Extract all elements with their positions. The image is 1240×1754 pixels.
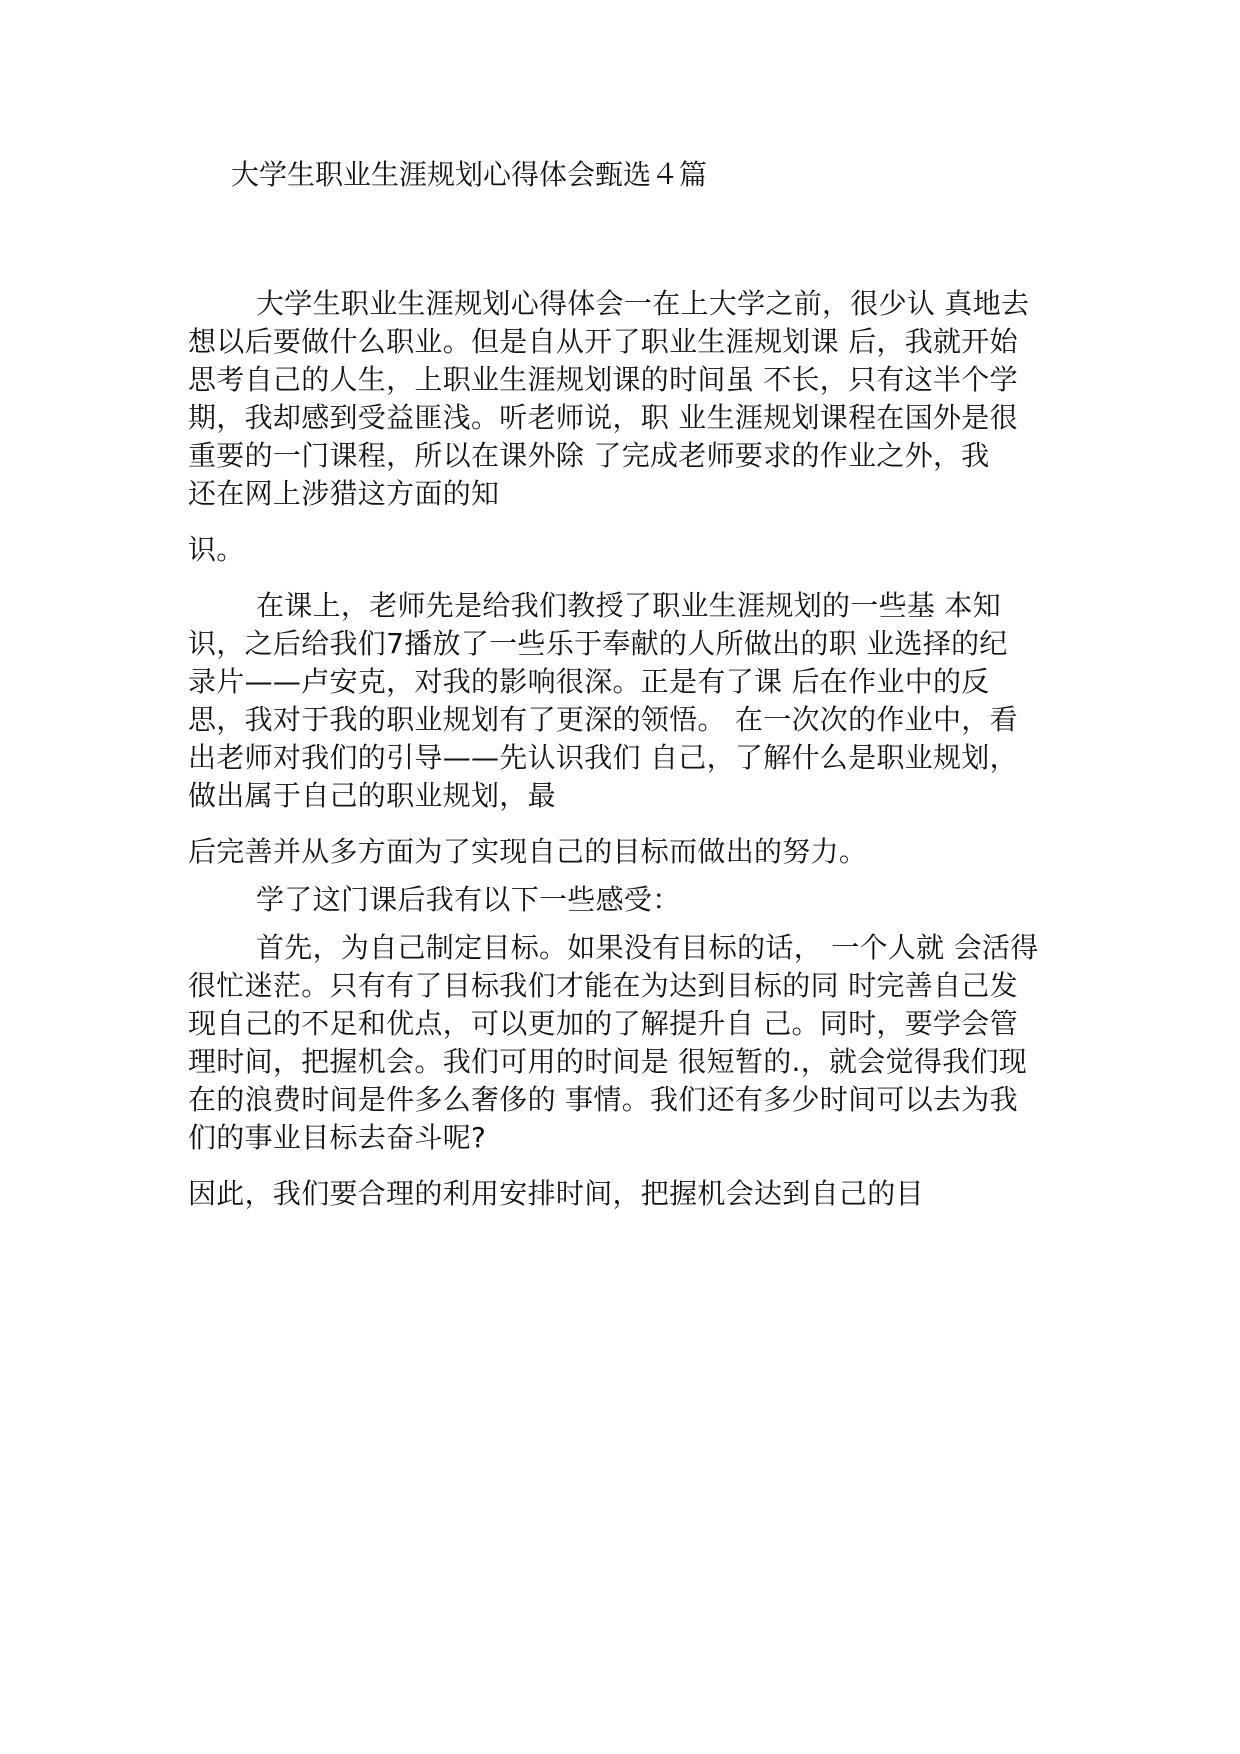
paragraph-4-line-5: 在的浪费时间是件多么奢侈的 事情。我们还有多少时间可以去为我 [188, 1083, 1018, 1116]
paragraph-2-line-7: 后完善并从多方面为了实现自己的目标而做出的努力。 [188, 835, 868, 868]
paragraph-2-line-1: 在课上，老师先是给我们教授了职业生涯规划的一些基 本知 [256, 589, 1002, 622]
paragraph-1-line-4: 期，我却感到受益匪浅。听老师说，职 业生涯规划课程在国外是很 [188, 401, 1018, 434]
paragraph-2-line-3: 录片——卢安克，对我的影响很深。正是有了课 后在作业中的反 [188, 665, 990, 698]
paragraph-1-line-1: 大学生职业生涯规划心得体会一在上大学之前，很少认 真地去 [256, 287, 1030, 320]
paragraph-3-line-1: 学了这门课后我有以下一些感受： [256, 883, 681, 916]
paragraph-2-line-6: 做出属于自己的职业规划，最 [188, 779, 556, 812]
paragraph-5-line-1: 因此，我们要合理的利用安排时间，把握机会达到自己的目 [188, 1177, 924, 1210]
paragraph-1-line-3: 思考自己的人生，上职业生涯规划课的时间虽 不长，只有这半个学 [188, 363, 1018, 396]
paragraph-1-line-6: 还在网上涉猎这方面的知 [188, 477, 500, 510]
paragraph-2-line-5: 出老师对我们的引导——先认识我们 自己，了解什么是职业规划， [188, 741, 1018, 774]
paragraph-4-line-1: 首先，为自己制定目标。如果没有目标的话， 一个人就 会活得 [256, 931, 1039, 964]
paragraph-2-line-4: 思，我对于我的职业规划有了更深的领悟。 在一次次的作业中，看 [188, 703, 1018, 736]
paragraph-1-line-5: 重要的一门课程，所以在课外除 了完成老师要求的作业之外，我 [188, 439, 990, 472]
paragraph-1-line-2: 想以后要做什么职业。但是自从开了职业生涯规划课 后，我就开始 [188, 325, 1018, 358]
paragraph-4-line-4: 理时间，把握机会。我们可用的时间是 很短暂的.，就会觉得我们现 [188, 1045, 1028, 1078]
document-title: 大学生职业生涯规划心得体会甄选４篇 [231, 158, 708, 191]
paragraph-2-line-2: 识，之后给我们7播放了一些乐于奉献的人所做出的职 业选择的纪 [188, 627, 1008, 660]
paragraph-4-line-2: 很忙迷茫。只有有了目标我们才能在为达到目标的同 时完善自己发 [188, 969, 1018, 1002]
paragraph-4-line-3: 现自己的不足和优点，可以更加的了解提升自 己。同时，要学会管 [188, 1007, 1018, 1040]
paragraph-1-line-7: 识。 [188, 533, 245, 566]
paragraph-4-line-6: 们的事业目标去奋斗呢? [188, 1121, 487, 1154]
